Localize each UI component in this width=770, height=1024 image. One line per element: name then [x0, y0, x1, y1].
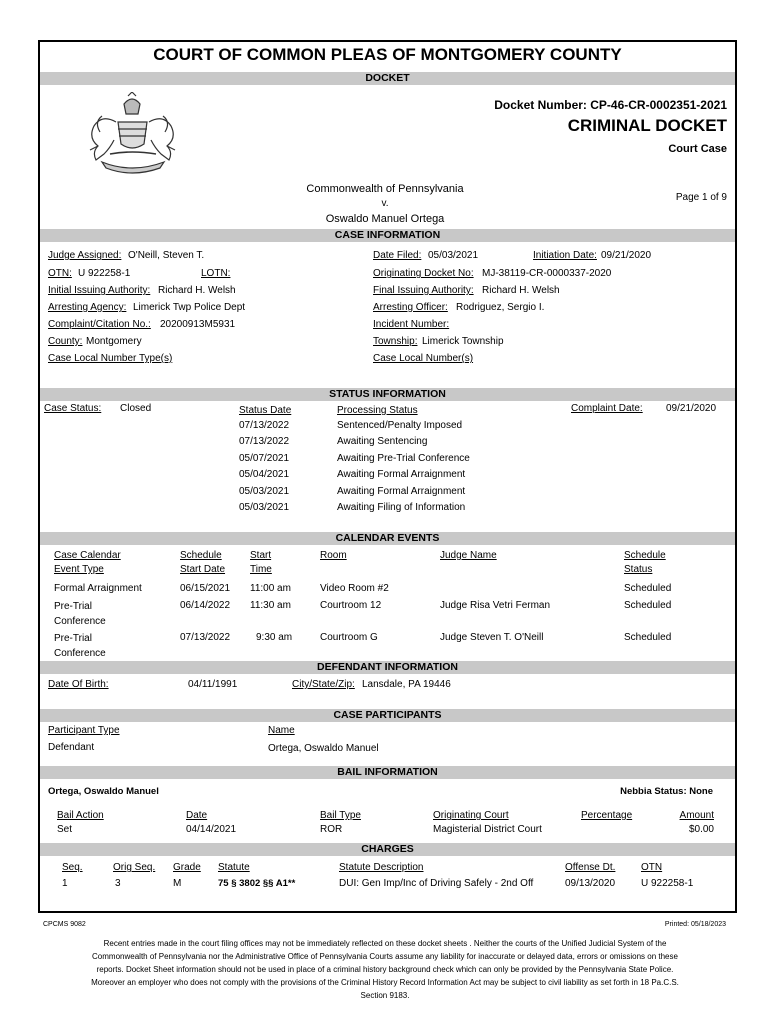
court-case-label: Court Case	[668, 143, 727, 155]
calendar-start-time: 11:00 am	[250, 583, 291, 594]
arresting-officer-label: Arresting Officer:	[373, 302, 448, 313]
criminal-docket-title: CRIMINAL DOCKET	[567, 116, 727, 135]
charge-orig-seq: 3	[115, 878, 121, 889]
calendar-start-date: 06/14/2022	[180, 600, 231, 611]
city-state-zip-label: City/State/Zip:	[292, 679, 355, 690]
charge-grade: M	[173, 878, 182, 889]
case-participants-bar: CASE PARTICIPANTS	[40, 709, 735, 722]
calendar-judge: Judge Steven T. O'Neill	[440, 632, 544, 643]
seq-header: Seq.	[62, 862, 83, 873]
bail-action: Set	[57, 824, 73, 835]
date-of-birth-label: Date Of Birth:	[48, 679, 109, 690]
date-filed-value: 05/03/2021	[428, 250, 479, 261]
calendar-start-date: 06/15/2021	[180, 583, 231, 594]
court-title: COURT OF COMMON PLEAS OF MONTGOMERY COUNTY	[153, 45, 622, 64]
charge-otn: U 922258-1	[641, 878, 694, 889]
bail-action-header: Bail Action	[57, 810, 104, 821]
status-date-header: Status Date	[239, 405, 292, 416]
arresting-agency-label: Arresting Agency:	[48, 302, 127, 313]
case-local-numbers-label: Case Local Number(s)	[373, 353, 474, 364]
township-value: Limerick Township	[422, 336, 504, 347]
calendar-event-header: Case Calendar	[54, 550, 121, 561]
calendar-status-header: Schedule	[624, 550, 666, 561]
calendar-start-header: Start	[250, 550, 272, 561]
statute-description-header: Statute Description	[339, 862, 424, 873]
county-value: Montgomery	[86, 336, 142, 347]
bail-date-header: Date	[186, 810, 208, 821]
status-row-status: Awaiting Pre-Trial Conference	[337, 453, 470, 464]
docket-bar: DOCKET	[40, 72, 735, 85]
processing-status-header: Processing Status	[337, 405, 418, 416]
arresting-agency-value: Limerick Twp Police Dept	[133, 302, 246, 313]
status-row-date: 07/13/2022	[239, 436, 290, 447]
otn-label: OTN:	[48, 268, 72, 279]
status-row-date: 05/04/2021	[239, 469, 290, 480]
orig-seq-header: Orig Seq.	[113, 862, 156, 873]
calendar-judge: Judge Risa Vetri Ferman	[440, 600, 551, 611]
participant-type: Defendant	[48, 742, 95, 753]
complaint-citation-label: Complaint/Citation No.:	[48, 319, 151, 330]
participant-type-header: Participant Type	[48, 725, 120, 736]
final-issuing-authority-label: Final Issuing Authority:	[373, 285, 474, 296]
calendar-schedule-header: Start Date	[180, 564, 226, 575]
otn-value: U 922258-1	[78, 268, 131, 279]
docket-number: Docket Number: CP-46-CR-0002351-2021	[494, 98, 727, 112]
calendar-room: Courtroom 12	[320, 600, 382, 611]
county-label: County:	[48, 336, 83, 347]
final-issuing-authority-value: Richard H. Welsh	[482, 285, 560, 296]
status-row-status: Awaiting Sentencing	[337, 436, 428, 447]
initial-issuing-authority-label: Initial Issuing Authority:	[48, 285, 151, 296]
amount-header: Amount	[679, 810, 714, 821]
judge-assigned-label: Judge Assigned:	[48, 250, 122, 261]
calendar-status: Scheduled	[624, 583, 672, 594]
calendar-event-type: Pre-Trial	[54, 601, 92, 612]
calendar-event-header: Event Type	[54, 564, 104, 575]
initiation-date-label: Initiation Date:	[533, 250, 597, 261]
calendar-room: Video Room #2	[320, 583, 389, 594]
case-status-label: Case Status:	[44, 403, 102, 414]
statute-header: Statute	[218, 862, 250, 873]
status-information-bar: STATUS INFORMATION	[40, 388, 735, 401]
status-row-status: Awaiting Formal Arraignment	[337, 486, 466, 497]
charge-description: DUI: Gen Imp/Inc of Driving Safely - 2nd Off	[339, 878, 534, 889]
calendar-event-type: Formal Arraignment	[54, 583, 142, 594]
originating-docket-value: MJ-38119-CR-0000337-2020	[482, 268, 612, 279]
complaint-citation-value: 20200913M5931	[160, 319, 236, 330]
status-row-date: 05/07/2021	[239, 453, 290, 464]
township-label: Township:	[373, 336, 418, 347]
status-row-date: 07/13/2022	[239, 420, 290, 431]
bail-defendant-name: Ortega, Oswaldo Manuel	[48, 786, 159, 797]
calendar-start-time: 9:30 am	[256, 632, 293, 643]
case-status-value: Closed	[120, 403, 152, 414]
bail-date: 04/14/2021	[186, 824, 237, 835]
status-row-status: Sentenced/Penalty Imposed	[337, 420, 463, 431]
city-state-zip-value: Lansdale, PA 19446	[362, 679, 451, 690]
nebbia-status: Nebbia Status: None	[620, 786, 713, 797]
charge-seq: 1	[62, 878, 68, 889]
bail-type: ROR	[320, 824, 343, 835]
caption-versus: v.	[381, 198, 389, 209]
charge-offense-date: 09/13/2020	[565, 878, 616, 889]
calendar-status-header: Status	[624, 564, 653, 575]
judge-assigned-value: O'Neill, Steven T.	[128, 250, 205, 261]
status-row-date: 05/03/2021	[239, 486, 290, 497]
offense-date-header: Offense Dt.	[565, 862, 616, 873]
defendant-information-bar: DEFENDANT INFORMATION	[40, 661, 735, 674]
status-row-status: Awaiting Filing of Information	[337, 502, 466, 513]
form-id: CPCMS 9082	[43, 921, 86, 928]
initial-issuing-authority-value: Richard H. Welsh	[158, 285, 236, 296]
calendar-judge-header: Judge Name	[440, 550, 497, 561]
originating-docket-label: Originating Docket No:	[373, 268, 474, 279]
initiation-date-value: 09/21/2020	[601, 250, 652, 261]
calendar-start-date: 07/13/2022	[180, 632, 231, 643]
bail-amount: $0.00	[688, 824, 714, 835]
pennsylvania-seal-icon	[80, 92, 185, 177]
status-row-date: 05/03/2021	[239, 502, 290, 513]
participant-name: Ortega, Oswaldo Manuel	[268, 743, 379, 754]
calendar-events-bar: CALENDAR EVENTS	[40, 532, 735, 545]
date-filed-label: Date Filed:	[373, 250, 422, 261]
calendar-room-header: Room	[320, 550, 347, 561]
calendar-status: Scheduled	[624, 600, 672, 611]
complaint-date-label: Complaint Date:	[571, 403, 643, 414]
calendar-schedule-header: Schedule	[180, 550, 222, 561]
status-row-status: Awaiting Formal Arraignment	[337, 469, 466, 480]
caption-defendant: Oswaldo Manuel Ortega	[325, 213, 445, 225]
page-indicator: Page 1 of 9	[675, 192, 727, 203]
charges-bar: CHARGES	[40, 843, 735, 856]
calendar-event-type: Conference	[54, 616, 106, 627]
printed-date: Printed: 05/18/2023	[664, 921, 726, 928]
calendar-event-type: Pre-Trial	[54, 633, 92, 644]
case-local-number-type-label: Case Local Number Type(s)	[48, 353, 173, 364]
calendar-status: Scheduled	[624, 632, 672, 643]
percentage-header: Percentage	[581, 810, 633, 821]
calendar-start-header: Time	[250, 564, 272, 575]
calendar-start-time: 11:30 am	[250, 600, 291, 611]
disclaimer-text: Recent entries made in the court filing offices may not be immediately reflected on these docket sheets . Neither the courts of the Unified Judicial System of the Commonwealth of Pennsylvania nor the Administrative Office of Pennsylvania Courts assume any liability for inaccurate or delayed data, errors or omissions on these reports. Docket Sheet information should not be used in place of a criminal history background check which can only be provided by the Pennsylvania State Police. Moreover an employer who does not comply with the provisions of the Criminal History Record Information Act may be subject to civil liability as set forth in 18 Pa.C.S. Section 9183.	[91, 939, 679, 1000]
calendar-event-type: Conference	[54, 648, 106, 659]
originating-court-header: Originating Court	[433, 810, 509, 821]
calendar-room: Courtroom G	[320, 632, 378, 643]
charge-otn-header: OTN	[641, 862, 663, 873]
case-information-bar: CASE INFORMATION	[40, 229, 735, 242]
bail-information-bar: BAIL INFORMATION	[40, 766, 735, 779]
caption-plaintiff: Commonwealth of Pennsylvania	[306, 183, 464, 195]
arresting-officer-value: Rodriguez, Sergio I.	[456, 302, 545, 313]
incident-number-label: Incident Number:	[373, 319, 450, 330]
lotn-label: LOTN:	[201, 268, 231, 279]
originating-court: Magisterial District Court	[433, 824, 542, 835]
complaint-date-value: 09/21/2020	[666, 403, 717, 414]
charge-statute: 75 § 3802 §§ A1**	[218, 878, 296, 889]
bail-type-header: Bail Type	[320, 810, 361, 821]
grade-header: Grade	[173, 862, 201, 873]
participant-name-header: Name	[268, 725, 295, 736]
date-of-birth-value: 04/11/1991	[188, 679, 238, 690]
